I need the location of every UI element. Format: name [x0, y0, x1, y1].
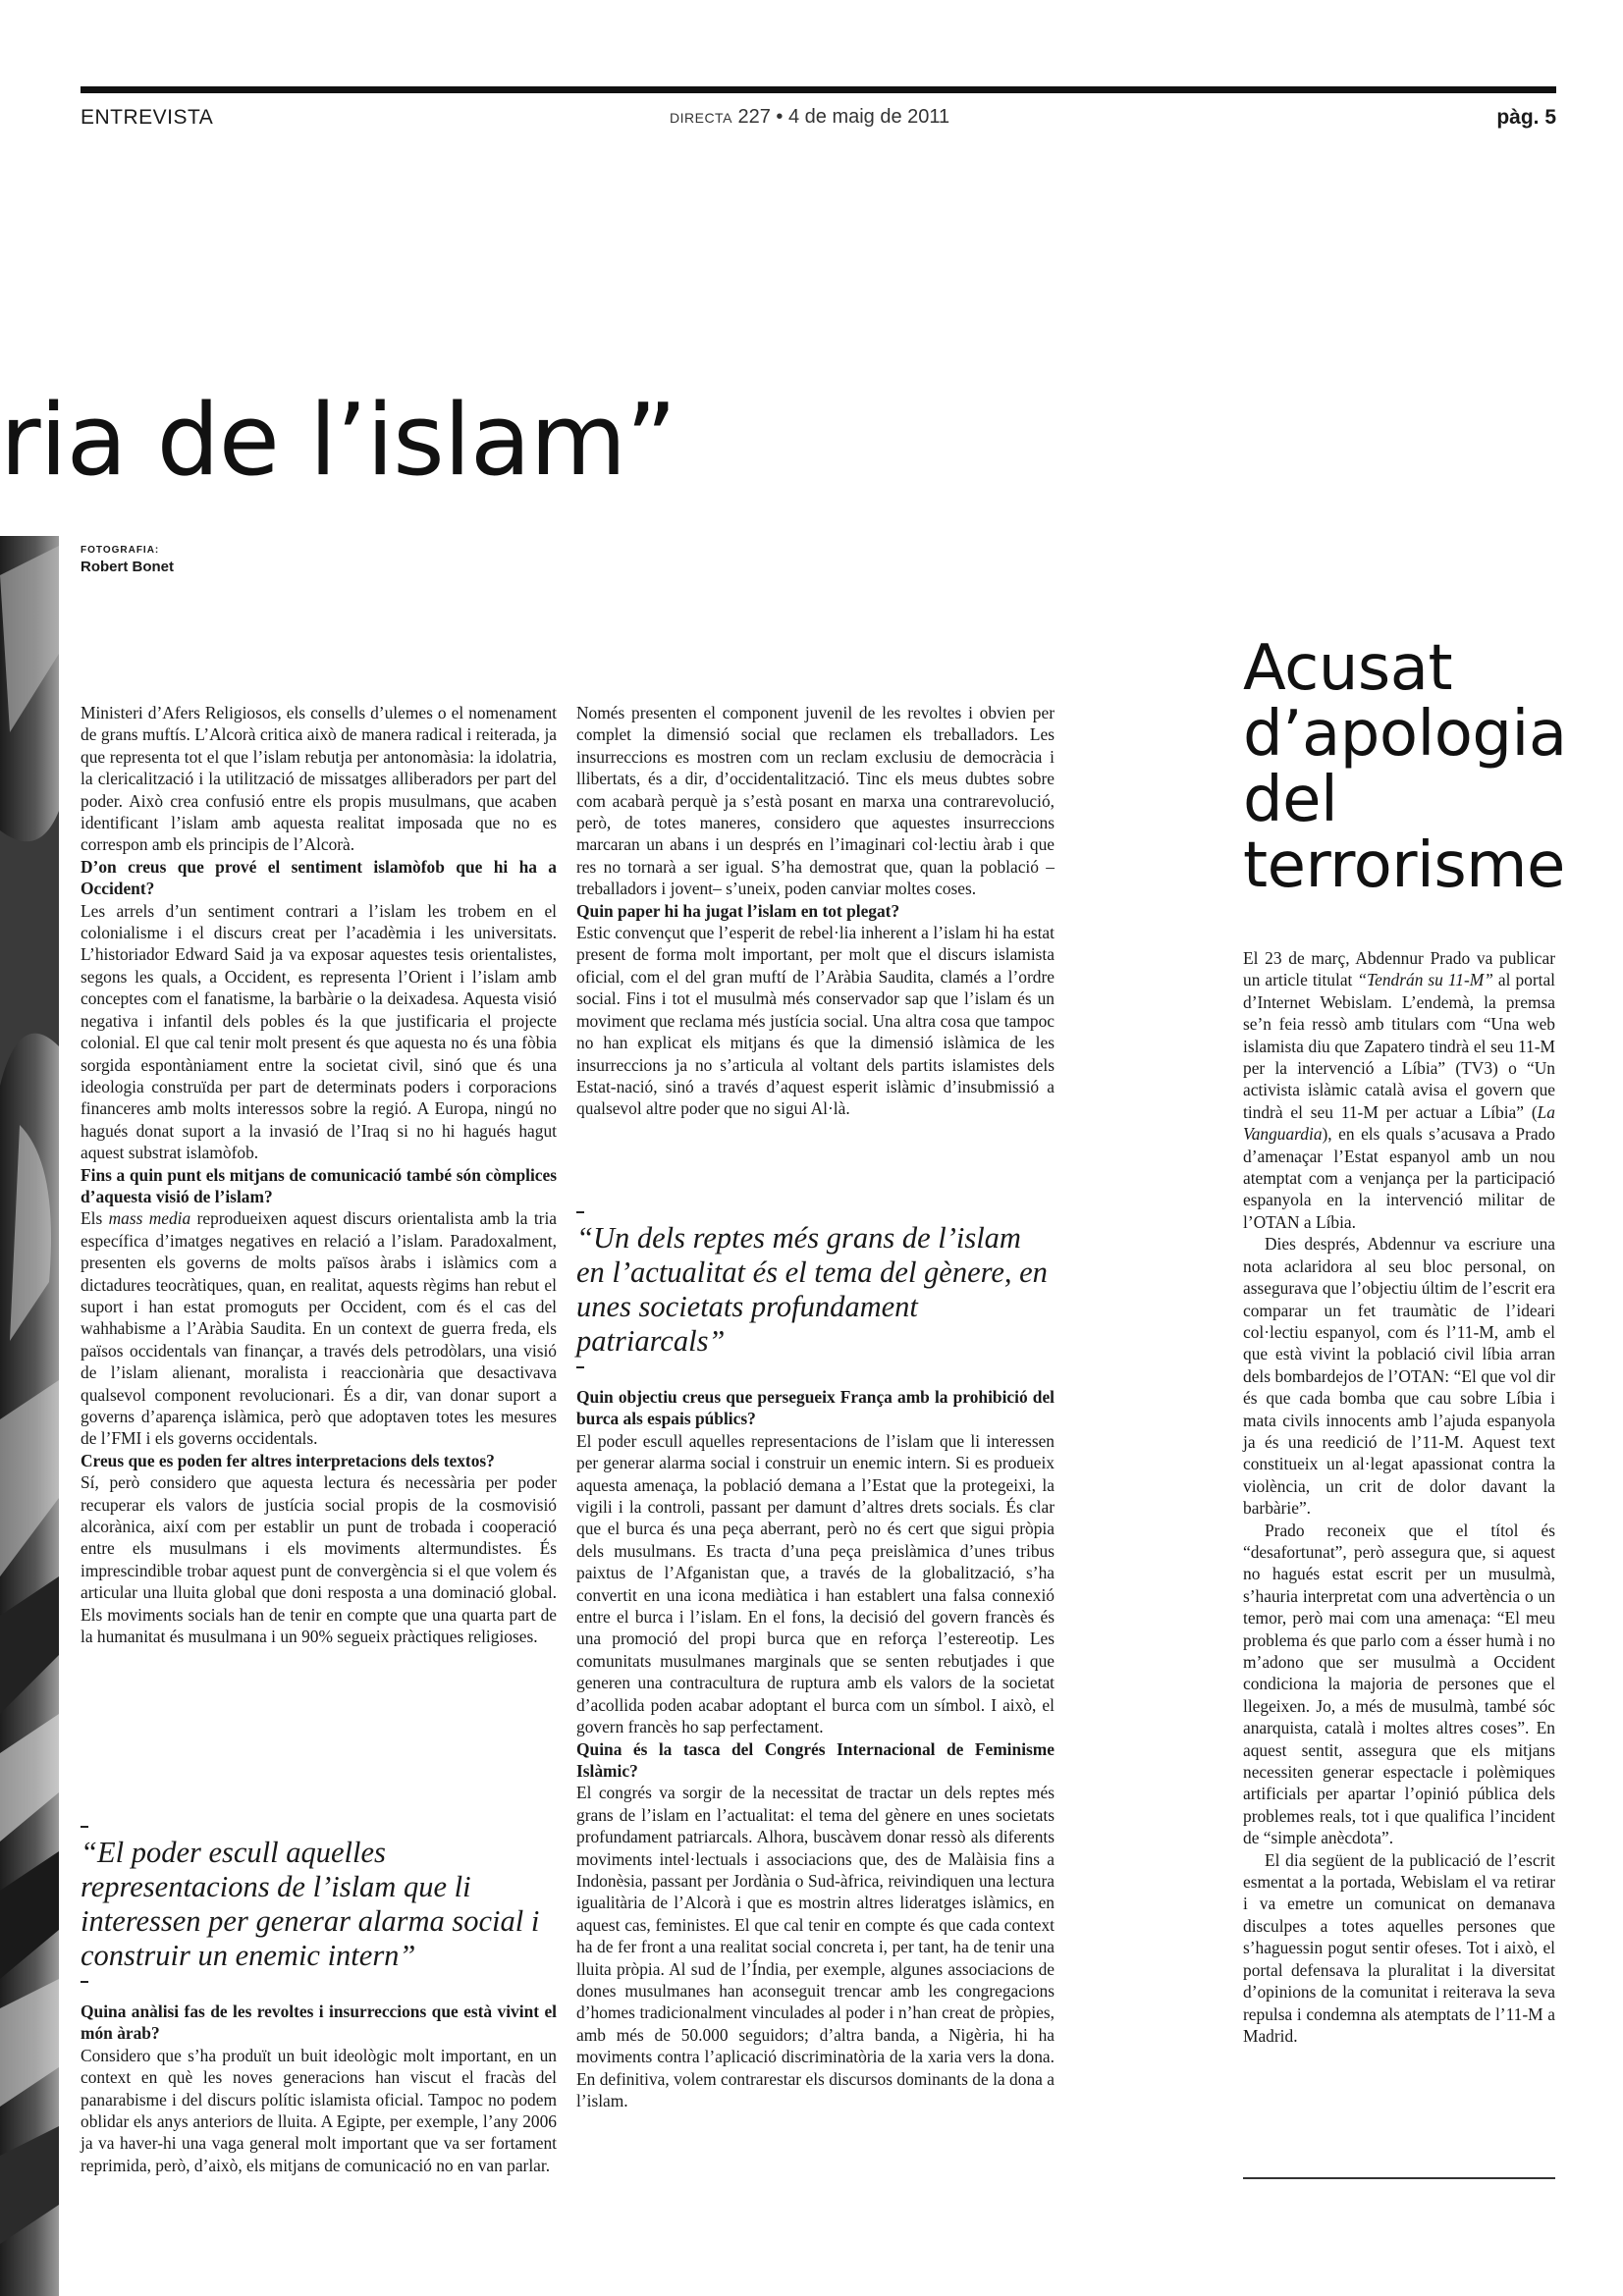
article-column-2 [576, 702, 1055, 1120]
question: Quin objectiu creus que persegueix França amb la prohibició del burca als espais públics? [576, 1387, 1055, 1429]
page-number: pàg. 5 [1496, 106, 1556, 129]
paragraph: Dies després, Abdennur va escriure una nota aclaridora al seu bloc personal, on assegurava que l’objectiu últim de l’escrit era comparar un fet traumàtic de l’ideari col·lectiu espanyol, com és l’11-M, amb el que està vivint la població civil líbia arran dels bombardejos de l’OTAN: “El que vol dir és que cada bomba que cau sobre Líbia i mata civils innocents amb l’ajuda espanyola ja és una reedició de l’11-M. Aquest text constitueix un al·legat apassionat contra la violència, un crit de dolor davant la barbàrie”. [1243, 1234, 1555, 1519]
question: D’on creus que prové el sentiment islamòfob que hi ha a Occident? [81, 856, 557, 899]
publication-name: DIRECTA [670, 110, 732, 126]
paragraph: El dia següent de la publicació de l’escrit esmentat a la portada, Webislam el va retirar i va emetre un comunicat on demanava disculpes a totes aquelles persones que s’haguessin pogut sentir ofeses. Tot i això, el portal defensava la pluralitat i la diversitat d’opinions de la comunitat i reiterava la seva repulsa i condemna als atemptats de l’11-M a Madrid. [1243, 1849, 1555, 2046]
paragraph: Ministeri d’Afers Religiosos, els consells d’ulemes o el nomenament de grans muftís. L’Alcorà critica això de manera radical i reiterada, ja que representa tot el que l’islam rebutja per antonomàsia: la idolatria, la clericalització i la utilització de missatges alliberadors per part del poder. Això crea confusió entre els propis musulmans, que acaben identificant l’islam amb aquesta realitat imposada que no es correspon amb els principis de l’Alcorà. [81, 703, 557, 855]
sidebar-bottom-rule [1243, 2177, 1555, 2179]
emphasis: mass media [108, 1208, 191, 1229]
paragraph: El poder escull aquelles representacions de l’islam que li interessen per generar alarma social i construir un enemic intern. Si es produeix aquesta amenaça, la població demana a l’Estat que la protegeixi, la vigili i la controli, passant per damunt d’altres drets socials. És clar que el burca és una peça aberrant, però no és cert que sigui pròpia dels musulmans. Es tracta d’una peça preislàmica d’unes tribus paixtus de l’Afganistan que, a través de la globalització, s’ha convertit en una icona mediàtica i han establert una falsa connexió entre el burca i l’islam. En el fons, la decisió del govern francès és una promoció del propi burca que en reforça l’estereotip. Les comunitats musulmanes marginals que se senten rebutjades i que generen una contracultura de ruptura amb els valors de la societat d’acollida poden acabar adoptant el burca com un símbol. I això, el govern francès ho sap perfectament. [576, 1430, 1055, 1737]
paragraph: El congrés va sorgir de la necessitat de tractar un dels reptes més grans de l’islam en l’actualitat: el tema del gènere en unes societats profundament patriarcals. Alhora, buscàvem donar ressò als diferents moviments intel·lectuals i associacions que, des de Malàisia fins a Indonèsia, passant per Jordània o Sud-àfrica, reivindiquen una lectura igualitària de l’Alcorà i que es mostrin altres lideratges islàmics, en aquest cas, feministes. El que cal tenir en compte és que cada context ha de fer front a una realitat social concreta i, per tant, ha de tenir una lluita pròpia. Al sud de l’Índia, per exemple, algunes associacions de dones musulmanes han aconseguit trencar amb les congregacions d’homes tradicionalment vinculades al poder i n’han creat de pròpies, amb més de 50.000 seguidors; d’altra banda, a Nigèria, hi ha moviments contra l’aplicació discriminatòria de la xaria vers la dona. En definitiva, volem contrarestar els discursos dominants de la dona a l’islam. [576, 1783, 1055, 2110]
paragraph: Sí, però considero que aquesta lectura és necessària per poder recuperar els valors de justícia social propis de la cosmovisió alcorànica, així com per establir un punt de trobada i cooperació entre els musulmans i els moviments altermundistes. És imprescindible trobar aquest punt de convergència si el que volem és articular una lluita global que doni resposta a una dominació global. Els moviments socials han de tenir en compte que una quarta part de la humanitat és musulmana i un 90% segueix pràctiques religioses. [81, 1472, 557, 1647]
credit-label: FOTOGRAFIA: [81, 545, 160, 556]
question: Quina és la tasca del Congrés Internacional de Feminisme Islàmic? [576, 1738, 1055, 1781]
pull-quote-text: “Un dels reptes més grans de l’islam en l’actualitat és el tema del gènere, en unes societats profundament patriarcals” [576, 1221, 1048, 1358]
question: Creus que es poden fer altres interpretacions dels textos? [81, 1450, 495, 1470]
pull-quote-2 [576, 1203, 1055, 2111]
section-label: ENTREVISTA [81, 106, 214, 129]
issue-info [670, 106, 949, 129]
credit-name: Robert Bonet [81, 559, 174, 575]
issue-date: 227 • 4 de maig de 2011 [737, 106, 950, 128]
paragraph [81, 1207, 557, 1449]
top-rule [81, 86, 1556, 93]
pull-quote-1 [81, 1818, 557, 2176]
article-column-2-continued [576, 1386, 1055, 2111]
paragraph: Les arrels d’un sentiment contrari a l’islam les trobem en el colonialisme i el discurs creat per l’acadèmia i les universitats. L’historiador Edward Said ja va exposar aquestes tesis orientalistes, segons les quals, a Occident, es representa l’Orient i l’islam amb conceptes com el fanatisme, la barbàrie o la deixadesa. Aquesta visió negativa i infantil dels pobles és la que justificaria el projecte colonial. El que cal tenir molt present és que aquesta no és una fòbia sorgida espontàniament entre la societat civil, sinó que és una ideologia construïda per part de determinats poders i corporacions financeres amb molts interessos sobre la regió. A Europa, ningú no hagués donat suport a la invasió de l’Iraq si no hi hagués hagut aquest substrat islamòfob. [81, 900, 557, 1163]
article-column-1-continued [81, 2001, 557, 2176]
question: Fins a quin punt els mitjans de comunicació també són còmplices d’aquesta visió de l’islam? [81, 1164, 557, 1206]
pull-quote-dash [576, 1366, 584, 1368]
paragraph: Només presenten el component juvenil de les revoltes i obvien per complet la dimensió social que reclamen els treballadors. Les insurreccions es mostren com un reclam exclusiu de democràcia i llibertats, és a dir, d’occidentalització. Tinc els meus dubtes sobre com acabarà perquè ja s’està posant en marxa una contrarevolució, però, de totes maneres, considero que aquestes insurreccions marcaran un abans i un després en l’imaginari col·lectiu àrab i que res no tornarà a ser igual. S’ha demostrat que, quan la població –treballadors i jovent– s’uneix, poden canviar moltes coses. [576, 703, 1055, 899]
emphasis: La Vanguardia [1243, 1101, 1555, 1145]
question: Quina anàlisi fas de les revoltes i insurreccions que està vivint el món àrab? [81, 2002, 557, 2044]
pull-quote-dash [81, 1826, 88, 1828]
text-run: ), en els quals s’acusava a Prado d’amenaçar l’Estat espanyol amb un nou atemptat com a venjança per la participació espanyola en la intervenció militar de l’OTAN a Líbia. [1243, 1124, 1555, 1232]
pull-quote-dash [576, 1211, 584, 1213]
sidebar-column [1243, 947, 1555, 2047]
pull-quote-dash [81, 1981, 88, 1983]
article-column-1 [81, 702, 557, 1647]
text-run: Els [81, 1208, 109, 1229]
paragraph: Considero que s’ha produït un buit ideològic molt important, en un context en què les noves generacions han viscut el fracàs del panarabisme i del discurs polític islamista oficial. Tampoc no podem oblidar els anys anteriors de lluita. A Egipte, per exemple, l’any 2006 ja va haver-hi una vaga general molt important que va ser fortament reprimida, però, d’això, els mitjans de comunicació no en van parlar. [81, 2045, 557, 2175]
text-run: El 23 de març, Abdennur Prado va publicar un article titulat [1243, 948, 1555, 990]
question: Quin paper hi ha jugat l’islam en tot plegat? [576, 900, 900, 921]
paragraph: Prado reconeix que el títol és “desafortunat”, però assegura que, si aquest no hagués estat escrit per un musulmà, s’hauria interpretat com una advertència o un temor, però mai com una amenaça: “El meu problema és que parlo com a ésser humà i no m’adono que ser musulmà a Occident condiciona la majoria de persones que el llegeixen. Jo, a més de musulmà, també sóc anarquista, català i moltes altres coses”. En aquest sentit, assegura que els mitjans necessiten generar espectacle i polèmiques artificials per apartar l’opinió pública dels problemes reals, tot i que qualifica l’incident de “simple anècdota”. [1243, 1520, 1555, 1848]
text-run: reprodueixen aquest discurs orientalista amb la tria específica d’imatges negatives en relació a l’islam. Paradoxalment, presenten els governs de molts països àrabs i islàmics com a dictadures teocràtiques, quan, en realitat, aquests règims han rebut el suport i han estat promoguts per Occident, com és el cas del wahhabisme a l’Aràbia Saudita. En un context de guerra freda, els països occidentals van finançar, a través dels petrodòlars, una visió de l’islam alienant, moralista i reaccionària que desactivava qualsevol component revolucionari. És a dir, van donar suport a governs d’aparença islàmica, però que adoptaven totes les mesures de l’FMI i els governs occidentals. [81, 1208, 557, 1449]
paragraph [1243, 947, 1555, 1233]
interview-photo [0, 536, 59, 2296]
sidebar-title: Acusat d’apologia del terrorisme [1243, 632, 1567, 902]
photo-image [0, 536, 59, 2296]
photo-credit [81, 545, 174, 575]
text-run: al portal d’Internet Webislam. L’endemà, la premsa se’n feia ressò amb titulars com “Una web islamista diu que Zapatero tindrà el seu 11-M per la intervenció a Líbia” (TV3) o “Un activista islàmic català avisa el govern que tindrà el seu 11-M per actuar a Líbia” ( [1243, 970, 1556, 1122]
headline: ria de l’islam” [0, 382, 676, 498]
emphasis: “Tendrán su 11-M” [1357, 970, 1493, 990]
paragraph: Estic convençut que l’esperit de rebel·lia inherent a l’islam hi ha estat present de forma molt important, per molt que el discurs islamista oficial, com el del gran muftí de l’Aràbia Saudita, clamés a l’ordre social. Fins i tot el musulmà més conservador sap que l’islam és un moviment que reclama més justícia social. Una altra cosa que tampoc no han explicat els mitjans és que la dimensió islàmica de les insurreccions ja no s’articula al voltant dels partits islamistes dels Estat-nació, sinó a través d’aquest esperit islàmic d’insubmissió a qualsevol altre poder que no sigui Al·là. [576, 923, 1055, 1119]
pull-quote-text: “El poder escull aquelles representacions de l’islam que li interessen per generar alarma social i construir un enemic intern” [81, 1836, 540, 1972]
